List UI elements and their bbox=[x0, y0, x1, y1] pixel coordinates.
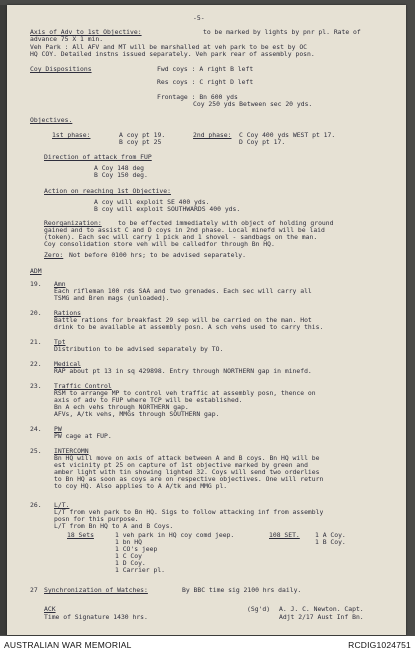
section-heading: PW bbox=[54, 425, 62, 433]
section-heading: Coy Dispositions bbox=[30, 65, 92, 73]
section-heading: Action on reaching 1st Objective: bbox=[44, 187, 171, 195]
text-line: 1 A Coy. bbox=[315, 531, 346, 539]
archive-name: AUSTRALIAN WAR MEMORIAL bbox=[4, 640, 132, 650]
text-line: PW cage at FUP. bbox=[54, 432, 112, 440]
section-heading: Medical bbox=[54, 360, 81, 368]
section-heading: Synchronization of Watches: bbox=[44, 586, 148, 594]
section-heading: Tpt bbox=[54, 338, 66, 346]
text-line: 18 Sets bbox=[67, 531, 94, 539]
page-number: -5- bbox=[193, 14, 205, 22]
archive-footer bbox=[0, 636, 415, 654]
text-line: Bn HQ will move on axis of attack between A and B coys. Bn HQ will be bbox=[54, 454, 320, 462]
text-line: axis of adv to FUP where TCP will be established. bbox=[54, 396, 243, 404]
text-line: B coy will exploit SOUTHWARDS 400 yds. bbox=[94, 205, 241, 213]
text-line: Veh Park : All AFV and MT will be marshalled at veh park to be est by OC bbox=[30, 43, 308, 51]
section-heading: INTERCOMN bbox=[54, 447, 89, 455]
text-line: 1 bn HQ bbox=[115, 538, 142, 546]
text-line: 1 D Coy. bbox=[115, 559, 146, 567]
para-number: 19. bbox=[30, 280, 42, 288]
section-heading: Reorganization: bbox=[44, 219, 102, 227]
text-line: 1 veh park in HQ coy comd jeep. bbox=[115, 531, 235, 539]
para-number: 20. bbox=[30, 309, 42, 317]
section-heading: Amn bbox=[54, 280, 66, 288]
section-heading: Traffic Control bbox=[54, 382, 112, 390]
section-heading: Direction of attack from FUP bbox=[44, 153, 152, 161]
text-line: TSMG and Bren mags (unloaded). bbox=[54, 294, 170, 302]
document-page bbox=[7, 5, 406, 635]
text-line: Bn A ech vehs through NORTHERN gap. bbox=[54, 403, 189, 411]
text-line: A Coy 148 deg bbox=[94, 164, 145, 172]
text-line: Distribution to be advised separately by TO. bbox=[54, 345, 224, 353]
signatory-title: Adjt 2/17 Aust Inf Bn. bbox=[279, 613, 364, 621]
text-line: D Coy pt 17. bbox=[239, 138, 286, 146]
para-number: 26. bbox=[30, 501, 42, 509]
text-line: to be effected immediately with object of holding ground bbox=[118, 219, 334, 227]
text-line: Frontage : Bn 600 yds bbox=[157, 93, 238, 101]
section-heading: ADM bbox=[30, 267, 42, 275]
text-line: A coy pt 19. bbox=[119, 131, 166, 139]
text-line: L/T from veh park to Bn HQ. Sigs to follow attacking inf from assembly bbox=[54, 508, 324, 516]
para-number: 24. bbox=[30, 425, 42, 433]
text-line: RAP about pt 13 in sq 429898. Entry through NORTHERN gap in minefd. bbox=[54, 367, 312, 375]
text-line: amber light with tin showing lighted 32. Coys will send two orderlies bbox=[54, 468, 320, 476]
scan-edge bbox=[0, 5, 7, 635]
text-line: Fwd coys : A right B left bbox=[157, 65, 254, 73]
archive-id: RCDIG1024751 bbox=[348, 640, 411, 650]
text-line: C Coy 400 yds WEST pt 17. bbox=[239, 131, 336, 139]
section-heading: Rations bbox=[54, 309, 81, 317]
signatory-name: A. J. C. Newton. Capt. bbox=[279, 605, 364, 613]
text-line: ACK bbox=[44, 605, 56, 613]
text-line: advance 75 X 1 min. bbox=[30, 35, 104, 43]
text-line: to coy HQ. Also applies to A A/tk and MMG pl. bbox=[54, 482, 228, 490]
text-line: B Coy 150 deg. bbox=[94, 171, 148, 179]
text-line: 108 SET. bbox=[269, 531, 300, 539]
text-line: to be marked by lights by pnr pl. Rate of bbox=[203, 28, 361, 36]
text-line: est vicinity pt 25 on capture of 1st objective marked by green and bbox=[54, 461, 308, 469]
para-number: 25. bbox=[30, 447, 42, 455]
text-line: Each rifleman 100 rds SAA and two grenades. Each sec will carry all bbox=[54, 287, 312, 295]
para-number: 27 bbox=[30, 586, 38, 594]
text-line: Axis of Adv to 1st Objective: bbox=[30, 28, 142, 36]
text-line: Not before 0100 hrs; to be advised separately. bbox=[69, 251, 246, 259]
text-line: 1 C Coy bbox=[115, 552, 142, 560]
text-line: 2nd phase: bbox=[193, 131, 232, 139]
section-heading: Objectives. bbox=[30, 116, 73, 124]
text-line: 1 B Coy. bbox=[315, 538, 346, 546]
text-line: HQ COY. Detailed instns issued separately. Veh park rear of assembly posn. bbox=[30, 50, 315, 58]
text-line: to Bn HQ as soon as coys are on respective objectives. One will return bbox=[54, 475, 324, 483]
text-line: Battle rations for breakfast 29 sep will be carried on the man. Hot bbox=[54, 316, 312, 324]
text-line: posn for this purpose. bbox=[54, 515, 139, 523]
text-line: A coy will exploit SE 400 yds. bbox=[94, 198, 210, 206]
text-line: L/T from Bn HQ to A and B Coys. bbox=[54, 522, 174, 530]
text-line: Time of Signature 1430 hrs. bbox=[44, 613, 148, 621]
text-line: 1 Carrier pl. bbox=[115, 566, 166, 574]
text-line: Coy consolidation store veh will be calledfor through Bn HQ. bbox=[44, 240, 275, 248]
section-heading: Zero: bbox=[44, 251, 64, 259]
text-line: Coy 250 yds Between sec 20 yds. bbox=[193, 100, 313, 108]
text-line: 1 CO's jeep bbox=[115, 545, 158, 553]
text-line: Res coys : C right D left bbox=[157, 78, 254, 86]
text-line: (token). Each sec will carry 1 pick and 1 shovel - sandbags on the man. bbox=[44, 233, 318, 241]
text-line: drink to be available at assembly posn. A sch vehs used to carry this. bbox=[54, 323, 324, 331]
para-number: 23. bbox=[30, 382, 42, 390]
text-line: RSM to arrange MP to control veh traffic at assembly posn, thence on bbox=[54, 389, 316, 397]
para-number: 21. bbox=[30, 338, 42, 346]
section-heading: L/T. bbox=[54, 501, 70, 509]
signature-mark: (Sg'd) bbox=[247, 605, 271, 613]
text-line: gained and to assist C and D coys in 2nd phase. Local minefd will be laid bbox=[44, 226, 325, 234]
text-line: B coy pt 25 bbox=[119, 138, 162, 146]
text-line: 1st phase: bbox=[52, 131, 91, 139]
text-line: AFVs, A/tk vehs, MMGs through SOUTHERN gap. bbox=[54, 410, 220, 418]
text-line: By BBC time sig 2100 hrs daily. bbox=[182, 586, 302, 594]
para-number: 22. bbox=[30, 360, 42, 368]
